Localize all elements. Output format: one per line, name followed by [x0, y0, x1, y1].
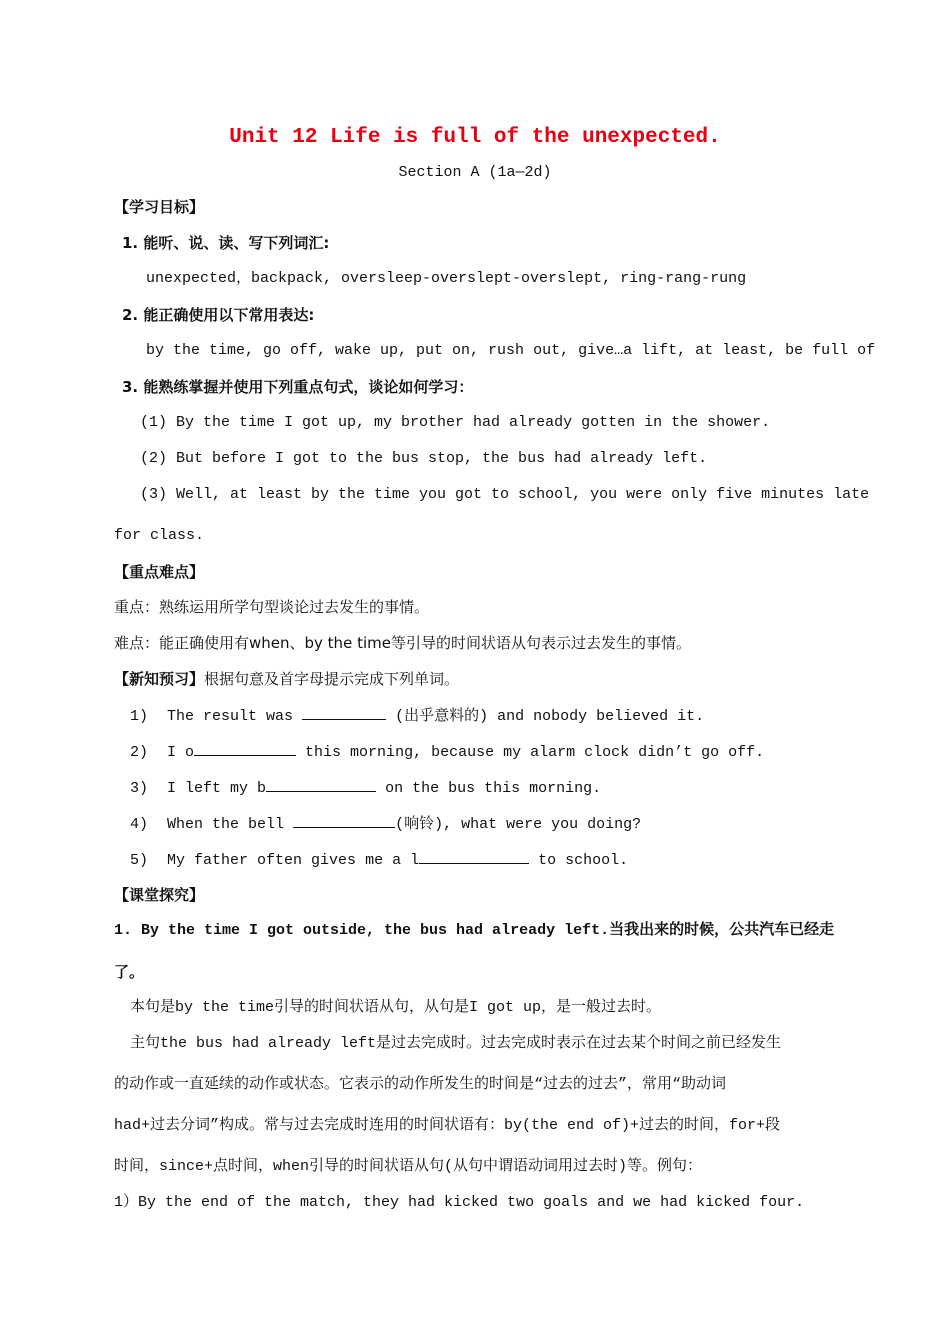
objective-1-label: 1. 能听、说、读、写下列词汇: [122, 234, 330, 252]
key-point-difficulty: 难点：能正确使用有when、by the time等引导的时间状语从句表示过去发生的事情。 [114, 634, 691, 652]
explore-point-1-cont: 了。 [114, 963, 145, 981]
section-subtitle: Section A (1a—2d) [398, 164, 552, 181]
preview-item-text-before: I o [167, 744, 195, 761]
preview-item-text-after: (出乎意料的) and nobody believed it. [395, 708, 705, 725]
objective-3-sentence-2: (2) But before I got to the bus stop, the bus had already left. [140, 450, 708, 467]
preview-heading-line [114, 669, 459, 689]
preview-item-text-after: this morning, because my alarm clock didn’t go off. [296, 744, 765, 761]
example-sentence-1: 1）By the end of the match, they had kicked two goals and we had kicked four. [114, 1194, 805, 1211]
answer-blank[interactable] [194, 741, 296, 756]
objective-3-sentence-3-cont: for class. [114, 527, 205, 544]
key-point-focus: 重点：熟练运用所学句型谈论过去发生的事情。 [114, 598, 430, 616]
preview-item-number: 4) [130, 816, 149, 833]
preview-item-text-before: When the bell [167, 816, 285, 833]
preview-item-text-after: (响铃), what were you doing? [395, 816, 642, 833]
preview-item [130, 813, 641, 835]
preview-item-text-before: I left my b [167, 780, 267, 797]
explore-heading: 【课堂探究】 [114, 886, 205, 904]
preview-item-number: 3) [130, 780, 149, 797]
explore-paragraph-2-line: 的动作或一直延续的动作或状态。它表示的动作所发生的时间是“过去的过去”，常用“助动词 [114, 1076, 727, 1093]
preview-item-text-before: My father often gives me a l [167, 852, 420, 869]
preview-item-text-after: to school. [529, 852, 629, 869]
explore-paragraph-2-line: 主句the bus had already left是过去完成时。过去完成时表示在过去某个时间之前已经发生 [130, 1035, 782, 1052]
objective-1-words: unexpected，backpack, oversleep-overslept-overslept, ring-rang-rung [146, 270, 747, 287]
preview-item-text-after: on the bus this morning. [376, 780, 602, 797]
preview-item-number: 1) [130, 708, 149, 725]
explore-paragraph-2-line: had+过去分词”构成。常与过去完成时连用的时间状语有：by(the end of)+过去的时间，for+段 [114, 1117, 781, 1134]
explore-point-1: 1. By the time I got outside, the bus had already left.当我出来的时候，公共汽车已经走 [114, 922, 835, 939]
answer-blank[interactable] [293, 813, 395, 828]
preview-item-number: 2) [130, 744, 149, 761]
objectives-heading: 【学习目标】 [114, 198, 205, 216]
preview-item [130, 705, 704, 727]
preview-item-text-before: The result was [167, 708, 294, 725]
objective-3-sentence-3: (3) Well, at least by the time you got to school, you were only five minutes late [140, 486, 870, 503]
preview-item [130, 741, 764, 763]
preview-item-number: 5) [130, 852, 149, 869]
objective-3-sentence-1: (1) By the time I got up, my brother had already gotten in the shower. [140, 414, 771, 431]
preview-heading: 【新知预习】 [114, 670, 205, 688]
objective-3-label: 3. 能熟练掌握并使用下列重点句式，谈论如何学习： [122, 378, 474, 396]
objective-2-phrases: by the time, go off, wake up, put on, rush out, give…a lift, at least, be full of [146, 342, 876, 359]
preview-instruction: 根据句意及首字母提示完成下列单词。 [204, 670, 460, 688]
explore-paragraph-1: 本句是by the time引导的时间状语从句，从句是I got up，是一般过去时。 [130, 999, 662, 1016]
preview-item [130, 777, 601, 799]
key-points-heading: 【重点难点】 [114, 563, 205, 581]
objective-2-label: 2. 能正确使用以下常用表达: [122, 306, 315, 324]
preview-item [130, 849, 628, 871]
explore-paragraph-2-line: 时间，since+点时间，when引导的时间状语从句(从句中谓语动词用过去时)等。例句： [114, 1158, 703, 1175]
answer-blank[interactable] [266, 777, 376, 792]
document-title: Unit 12 Life is full of the unexpected. [229, 126, 721, 149]
answer-blank[interactable] [419, 849, 529, 864]
answer-blank[interactable] [302, 705, 386, 720]
